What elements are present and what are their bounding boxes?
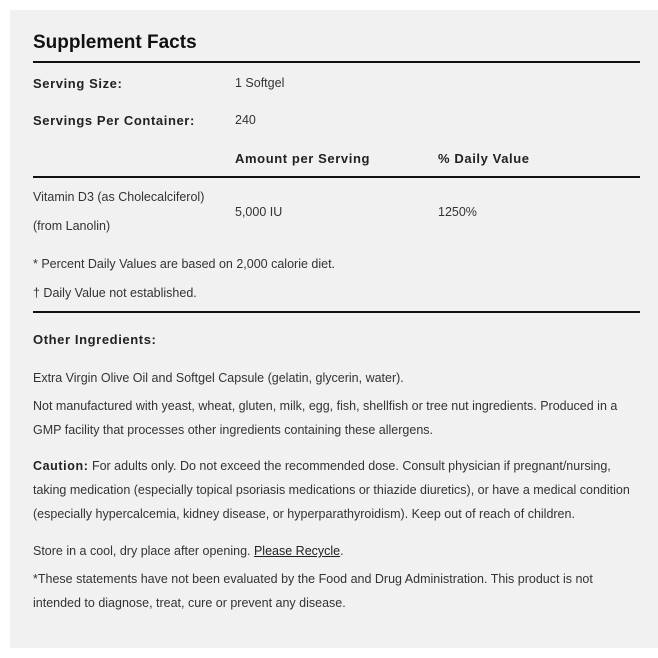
- title-divider: [33, 61, 640, 63]
- footnote-not-established: † Daily Value not established.: [33, 286, 197, 300]
- servings-per-container-label: Servings Per Container:: [33, 113, 195, 128]
- nutrient-daily-value: 1250%: [438, 205, 477, 219]
- nutrient-amount: 5,000 IU: [235, 205, 283, 219]
- supplement-facts-panel: [10, 10, 658, 648]
- other-ingredients-label: Other Ingredients:: [33, 332, 157, 347]
- amount-per-serving-header: Amount per Serving: [235, 151, 371, 166]
- please-recycle-link[interactable]: Please Recycle: [253, 544, 341, 558]
- nutrient-source: (from Lanolin): [33, 219, 111, 233]
- header-divider: [33, 176, 640, 178]
- other-ingredients-text: Extra Virgin Olive Oil and Softgel Capsule (gelatin, glycerin, water).: [33, 371, 404, 385]
- storage-suffix: .: [340, 544, 344, 558]
- panel-title: Supplement Facts: [33, 32, 197, 53]
- serving-size-value: 1 Softgel: [235, 76, 285, 90]
- serving-size-label: Serving Size:: [33, 76, 123, 91]
- footnote-divider: [33, 311, 640, 313]
- allergen-note: Not manufactured with yeast, wheat, gluten, milk, egg, fish, shellfish or tree nut ingredients. Produced in a GMP facility that processes other ingredients containing these allergens.: [33, 399, 618, 437]
- caution-paragraph: [33, 454, 633, 526]
- fda-disclaimer: *These statements have not been evaluated by the Food and Drug Administration. This product is not intended to diagnose, treat, cure or prevent any disease.: [33, 572, 593, 610]
- daily-value-header: % Daily Value: [438, 151, 530, 166]
- caution-text: For adults only. Do not exceed the recommended dose. Consult physician if pregnant/nursing, taking medication (especially topical psoriasis medications or thiazide diuretics), or have a medical condition (especially hypercalcemia, kidney disease, or hyperparathyroidism). Keep out of reach of children.: [33, 459, 630, 521]
- caution-label: Caution:: [33, 459, 89, 473]
- storage-text: Store in a cool, dry place after opening.: [33, 544, 254, 558]
- nutrient-name: Vitamin D3 (as Cholecalciferol): [33, 190, 205, 204]
- footnote-daily-values: * Percent Daily Values are based on 2,000 calorie diet.: [33, 257, 336, 271]
- storage-paragraph: [33, 539, 633, 563]
- servings-per-container-value: 240: [235, 113, 256, 127]
